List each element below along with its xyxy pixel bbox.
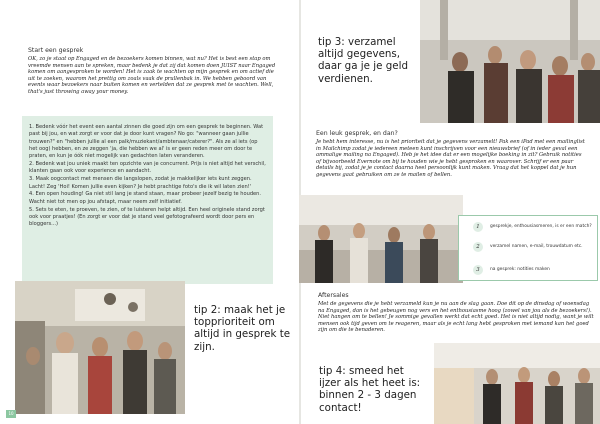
step-2 [473, 242, 593, 252]
event-photo-hall [420, 0, 600, 123]
leuk-gesprek-section [316, 130, 588, 179]
tip-3: tip 3: verzamel altijd gegevens, daar ga je je geld verdienen. [318, 36, 408, 85]
tips-box [22, 116, 273, 284]
intro-heading: Start een gesprek [28, 47, 84, 54]
tips-item-4: 4. Een open houding! Ga niet stil lang je stand staan, maar probeer jezelf bezig te houden. Wacht niet tot men op jou afstapt, maar neem zelf initiatief. [29, 191, 262, 205]
step-1 [473, 222, 593, 232]
tip-2: tip 2: maak het je topprioriteit om altijd in gesprek te zijn. [194, 304, 291, 353]
step-1-number: 1 [473, 222, 483, 232]
event-photo-visitors [434, 343, 600, 424]
leuk-heading: Een leuk gesprek, en dan? [316, 130, 398, 137]
aftersales-heading: Aftersales [318, 292, 349, 299]
step-2-text: verzamel namen, e-mail, trouwdatum etc. [490, 244, 583, 250]
tips-item-3: 3. Maak oogcontact met mensen die langslopen, zodat je makkelijker iets kunt zeggen. Lacht! Zeg 'Hoi! Komen jullie even kijken? Je hebt prachtige foto's die ik wil laten zien!' [29, 176, 252, 190]
leuk-body: Je hebt hem interesse, nu is het prioriteit dat je gegevens verzamelt! Pak een iPad met een mailinglist in Mailchimp zodat je iedereen meteen kunt inschrijven voor een nieuwsbrief (of in ieder geval een ammalige mailing na Engaged). Heb je het idee dat er een mogelijke boeking in zit? Gebruik notities of bijvoorbeeld Evernote om bij te houden wie je hebt gesproken en waarover. Schrijf er een paar details bij, zodat je je contact daarna heel persoonlijk kunt maken. Vraag dat het koppel dat je hun gegevens gaat gebruiken om ze te mailen of bellen. [316, 139, 585, 178]
tips-item-2: 2. Bedenk wat jou uniek maakt ten opzichte van je concurrent. Prijs is niet altijd het verschil, klanten gaan ook voor experience en aandacht. [29, 161, 266, 175]
aftersales-section [318, 292, 594, 334]
aftersales-body: Met de gegevens die je hebt verzameld kun je nu aan de slag gaan. Doe dit op de dinsdag of woensdag na Engaged, dan is het gebeugen nog vers en het enthousiasme hoog (zowel van jou als de bezoekers!). Niet hangen om te bellen! Je sommige gevallen werkt dat echt goed. Het is niet altijd nodig, want je wilt mensen ook tijd geven om te reageren, maar als je echt lang hebt gesproken met iemand kan het goed zijn om die te benaderen. [318, 301, 594, 334]
intro-section [28, 47, 278, 96]
intro-body: OK, zo je staat op Engaged en de bezoekers komen binnen, wat nu? Het is best een stap om vreemde mensen aan te spreken, maar bedenk je dat zij dat komen doen JUIST naar Engaged komen om aangesproken te worden! Het is zaak te wachten op mijn gesprek en om actief die uit te zoeken, waarom het prettig om zoals vaak de prullenbak in. We hebben geboord van events waar bezoekers naar buiten komen en vertelden dat ze gesprek met te wachten. Well, that's just throwing away your money. [28, 56, 276, 95]
step-1-text: gesprekje, enthousiasmeren, is er een match? [490, 224, 592, 230]
step-3-text: na gesprek: notities maken [490, 267, 550, 273]
page-number: 10 [6, 410, 16, 418]
left-page [0, 0, 299, 424]
tips-item-1: 1. Bedenk vóór het event een aantal zinnen die goed zijn om een gesprek te beginnen. Wat past bij jou, en wat zorgt er voor dat je door kunt vragen? No go: "wanneer gaan jullie trouwen?" en "hebben jullie al een palk/muziekant/ambtenaar/caterer?". Als ze al iets (op het oog) hebben, en ze zeggen 'ja, die hebben we al' is er geen reden meer om door te praten, en kun je óók niet mogelijk van gedachten laten veranderen. [29, 124, 264, 160]
tips-item-5: 5. Sets te eten, te proeven, te zien, of te luisteren helpt altijd. Een heel originele stand zorgt ook voor praatjes! (En zorgt er voor dat je stand veel gefotografeerd wordt door pers en bloggers...) [29, 206, 265, 228]
steps-box [458, 215, 598, 281]
step-3-number: 3 [473, 265, 483, 275]
event-photo-stand [299, 195, 463, 283]
tip-4: tip 4: smeed het ijzer als het heet is: binnen 2 - 3 dagen contact! [319, 365, 421, 414]
step-3 [473, 265, 593, 275]
step-2-number: 2 [473, 242, 483, 252]
event-photo-crowd [15, 281, 185, 414]
